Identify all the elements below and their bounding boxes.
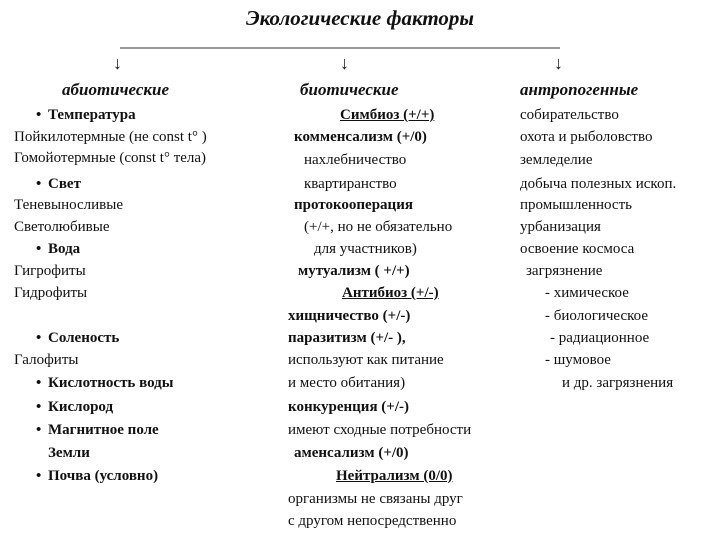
biotic-item: Нейтрализм (0/0)	[336, 468, 453, 484]
biotic-item: организмы не связаны друг	[288, 491, 463, 507]
biotic-item: для участников)	[314, 241, 417, 257]
biotic-item: паразитизм (+/- ),	[288, 330, 406, 346]
anthropogenic-item: - шумовое	[545, 352, 611, 368]
biotic-item: и место обитания)	[288, 375, 406, 391]
abiotic-item: Кислород	[48, 399, 114, 415]
anthropogenic-item: урбанизация	[520, 219, 601, 235]
abiotic-item: Температура	[48, 107, 136, 123]
header-abiotic: абиотические	[62, 80, 170, 99]
bullet-icon: •	[36, 468, 42, 484]
abiotic-item: Вода	[48, 241, 81, 257]
biotic-item: нахлебничество	[304, 152, 407, 168]
abiotic-item: Теневыносливые	[14, 197, 123, 213]
anthropogenic-item: - радиационное	[550, 330, 650, 346]
abiotic-item: Гидрофиты	[14, 285, 88, 301]
biotic-item: Антибиоз (+/-)	[342, 285, 439, 301]
bullet-icon: •	[36, 107, 42, 123]
biotic-item: мутуализм ( +/+)	[298, 263, 410, 279]
biotic-item: Симбиоз (+/+)	[340, 107, 435, 123]
abiotic-item: Гигрофиты	[14, 263, 86, 279]
bullet-icon: •	[36, 422, 42, 438]
anthropogenic-item: - химическое	[545, 285, 629, 301]
arrow-biotic-icon: ↓	[340, 53, 349, 73]
abiotic-item: Светолюбивые	[14, 219, 110, 235]
anthropogenic-item: промышленность	[520, 197, 632, 213]
biotic-item: имеют сходные потребности	[288, 422, 472, 438]
anthropogenic-item: охота и рыболовство	[520, 129, 653, 145]
bullet-icon: •	[36, 241, 42, 257]
abiotic-item: Кислотность воды	[48, 375, 174, 391]
abiotic-item: Земли	[48, 445, 90, 461]
arrow-anthropogenic-icon: ↓	[554, 53, 563, 73]
abiotic-item: Почва (условно)	[48, 468, 159, 484]
anthropogenic-item: и др. загрязнения	[562, 375, 674, 391]
biotic-item: аменсализм (+/0)	[294, 445, 409, 461]
bullet-icon: •	[36, 176, 42, 192]
bullet-icon: •	[36, 399, 42, 415]
anthropogenic-item: добыча полезных ископ.	[520, 176, 677, 192]
abiotic-item: Соленость	[48, 330, 120, 346]
anthropogenic-item: собирательство	[520, 107, 619, 123]
abiotic-item: Галофиты	[14, 352, 79, 368]
header-biotic: биотические	[300, 80, 399, 99]
anthropogenic-item: земледелие	[520, 152, 593, 168]
biotic-item: хищничество (+/-)	[288, 308, 411, 324]
bullet-icon: •	[36, 375, 42, 391]
biotic-item: конкуренция (+/-)	[288, 399, 410, 415]
biotic-item: (+/+, но не обязательно	[304, 219, 453, 235]
biotic-item: протокооперация	[294, 197, 413, 213]
abiotic-item: Пойкилотермные (не const t° )	[14, 129, 207, 145]
abiotic-item: Свет	[48, 176, 81, 192]
biotic-item: комменсализм (+/0)	[294, 129, 427, 145]
anthropogenic-item: освоение космоса	[520, 241, 635, 257]
abiotic-item: Магнитное поле	[48, 422, 159, 438]
bullet-icon: •	[36, 330, 42, 346]
header-anthropogenic: антропогенные	[520, 80, 639, 99]
diagram-title: Экологические факторы	[246, 6, 475, 30]
biotic-item: используют как питание	[288, 352, 444, 368]
anthropogenic-item: загрязнение	[526, 263, 603, 279]
biotic-item: с другом непосредственно	[288, 513, 457, 529]
arrow-abiotic-icon: ↓	[113, 53, 122, 73]
abiotic-item: Гомойотермные (const t° тела)	[14, 150, 207, 166]
anthropogenic-item: - биологическое	[545, 308, 648, 324]
biotic-item: квартиранство	[304, 176, 397, 192]
